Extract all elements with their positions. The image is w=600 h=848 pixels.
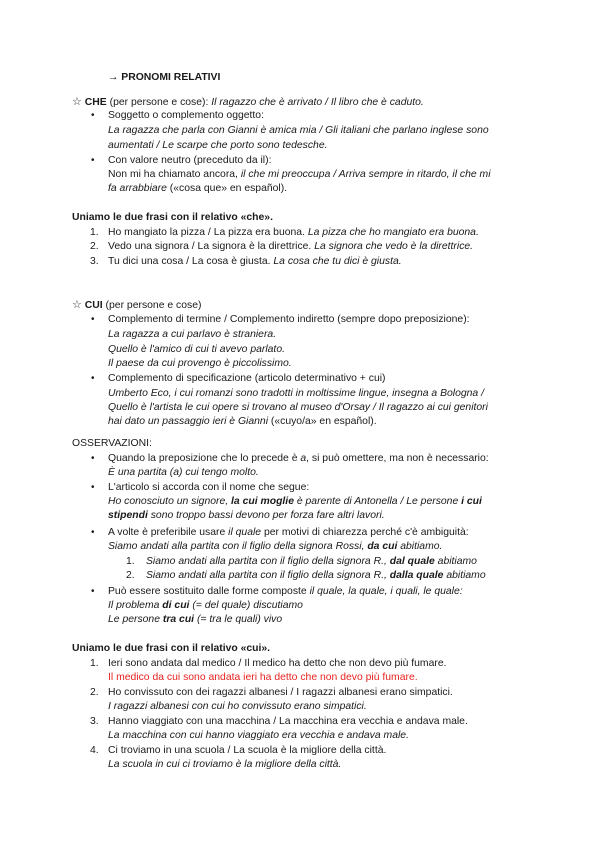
answer: La cosa che tu dici è giusta. xyxy=(273,256,402,267)
exercise-2-question: Ieri sono andata dal medico / Il medico ha detto che non devo più fumare. xyxy=(108,658,447,669)
exercise-1-item xyxy=(108,226,479,240)
text: Tu dici una cosa / La cosa è giusta. xyxy=(108,256,274,267)
che-heading: CHE xyxy=(84,97,107,108)
answer: La pizza che ho mangiato era buona. xyxy=(307,227,479,238)
exercise-2-question: Ho convissuto con dei ragazzi albanesi / I ragazzi albanesi erano simpatici. xyxy=(108,687,453,698)
observation-2-example xyxy=(108,509,385,523)
che-bullet-2-example xyxy=(108,168,491,182)
cui-desc: (per persone e cose) xyxy=(102,300,202,311)
page-title: → PRONOMI RELATIVI xyxy=(108,72,221,83)
observation-2: L'articolo si accorda con il nome che segue: xyxy=(108,482,310,493)
cui-bullet-2-label: Complemento di specificazione (articolo determinativo + cui) xyxy=(108,373,386,384)
text: («cosa que» en español). xyxy=(166,183,288,194)
exercise-1-heading: Uniamo le due frasi con il relativo «che». xyxy=(72,212,273,223)
text: Siamo andati alla partita con il figlio della signora Rossi, xyxy=(108,541,368,552)
bullet-icon: • xyxy=(91,314,95,325)
text: Ho conosciuto un signore, xyxy=(108,496,232,507)
observation-2-example xyxy=(108,495,482,509)
list-number: 3. xyxy=(90,256,99,267)
exercise-2-question: Ci troviamo in una scuola / La scuola è la migliore della città. xyxy=(108,745,387,756)
cui-bullet-1-example: La ragazza a cui parlavo è straniera. xyxy=(108,329,277,340)
list-number: 1. xyxy=(126,556,135,567)
list-number: 2. xyxy=(90,241,99,252)
text: i cui xyxy=(461,496,482,507)
text: a xyxy=(300,453,307,464)
exercise-2-answer: La macchina con cui hanno viaggiato era vecchia e andava male. xyxy=(108,730,409,741)
cui-bullet-1-example: Quello è l'amico di cui ti avevo parlato. xyxy=(108,344,285,355)
observation-4 xyxy=(108,585,463,599)
observation-1 xyxy=(108,452,489,466)
text: Non mi ha chiamato ancora, xyxy=(108,169,241,180)
observation-3-sub xyxy=(146,569,486,583)
observation-4-example xyxy=(108,599,303,613)
list-number: 2. xyxy=(126,570,135,581)
list-number: 3. xyxy=(90,716,99,727)
text: Ho mangiato la pizza / La pizza era buona. xyxy=(108,227,308,238)
bullet-icon: • xyxy=(91,155,95,166)
che-bullet-1-label: Soggetto o complemento oggetto: xyxy=(108,110,264,121)
cui-bullet-2-example xyxy=(108,415,377,429)
list-number: 1. xyxy=(90,658,99,669)
text: Può essere sostituito dalle forme composte xyxy=(108,586,310,597)
exercise-2-answer: La scuola in cui ci troviamo è la migliore della città. xyxy=(108,759,342,770)
che-bullet-1-example: aumentati / Le scarpe che porto sono tedesche. xyxy=(108,140,328,151)
cui-bullet-1-label: Complemento di termine / Complemento indiretto (sempre dopo preposizione): xyxy=(108,314,470,325)
bullet-icon: • xyxy=(91,373,95,384)
cui-bullet-1-example: Il paese da cui provengo è piccolissimo. xyxy=(108,358,292,369)
exercise-1-item xyxy=(108,240,473,254)
che-desc: (per persone e cose): xyxy=(106,97,212,108)
text: di cui xyxy=(162,600,190,611)
che-bullet-1-example: La ragazza che parla con Gianni è amica mia / Gli italiani che parlano inglese sono xyxy=(108,125,489,136)
text: abitiamo xyxy=(434,556,477,567)
che-bullet-2-label: Con valore neutro (preceduto da il): xyxy=(108,155,272,166)
star-icon: ☆ xyxy=(72,299,82,311)
exercise-2-answer: I ragazzi albanesi con cui ho convissuto erano simpatici. xyxy=(108,701,367,712)
observation-1-example: È una partita (a) cui tengo molto. xyxy=(108,467,259,478)
text: fa arrabbiare xyxy=(108,183,167,194)
text: da cui xyxy=(367,541,398,552)
text: il che mi preoccupa / Arriva sempre in ritardo, il che mi xyxy=(240,169,491,180)
cui-heading: CUI xyxy=(84,300,103,311)
text: A volte è preferibile usare xyxy=(108,527,229,538)
exercise-1-item xyxy=(108,255,402,269)
text: , si può omettere, ma non è necessario: xyxy=(306,453,489,464)
text: Siamo andati alla partita con il figlio della signora R., xyxy=(146,556,390,567)
text: per motivi di chiarezza perché c'è ambiguità: xyxy=(261,527,469,538)
bullet-icon: • xyxy=(91,586,95,597)
bullet-icon: • xyxy=(91,482,95,493)
bullet-icon: • xyxy=(91,453,95,464)
text: Quando la preposizione che lo precede è xyxy=(108,453,301,464)
text: la cui moglie xyxy=(231,496,294,507)
text: dalla quale xyxy=(389,570,444,581)
text: abitiamo. xyxy=(397,541,443,552)
cui-heading-line xyxy=(72,298,201,313)
list-number: 2. xyxy=(90,687,99,698)
text: Vedo una signora / La signora è la direttrice. xyxy=(108,241,315,252)
exercise-2-heading: Uniamo le due frasi con il relativo «cui». xyxy=(72,643,271,654)
text: abitiamo xyxy=(443,570,486,581)
star-icon: ☆ xyxy=(72,96,82,108)
bullet-icon: • xyxy=(91,110,95,121)
answer: La signora che vedo è la direttrice. xyxy=(314,241,474,252)
text: il quale xyxy=(228,527,262,538)
text: hai dato un passaggio ieri è Gianni xyxy=(108,416,269,427)
text: (= del quale) discutiamo xyxy=(189,600,303,611)
observation-3-example xyxy=(108,540,442,554)
observation-4-example xyxy=(108,613,282,627)
cui-bullet-2-example: Quello è l'artista le cui opere si trovano al museo d'Orsay / Il ragazzo ai cui genitori xyxy=(108,402,488,413)
observation-3-sub xyxy=(146,555,477,569)
text: stipendi xyxy=(108,510,148,521)
text: il quale, la quale, i quali, le quale: xyxy=(309,586,463,597)
che-bullet-2-example xyxy=(108,182,287,196)
text: tra cui xyxy=(162,614,195,625)
list-number: 1. xyxy=(90,227,99,238)
bullet-icon: • xyxy=(91,527,95,538)
observation-3 xyxy=(108,526,469,540)
cui-bullet-2-example: Umberto Eco, i cui romanzi sono tradotti in moltissime lingue, insegna a Bologna / xyxy=(108,388,484,399)
text: (= tra le quali) vivo xyxy=(194,614,283,625)
text: Siamo andati alla partita con il figlio della signora R., xyxy=(146,570,390,581)
observations-heading: OSSERVAZIONI: xyxy=(72,438,152,449)
list-number: 4. xyxy=(90,745,99,756)
text: Le persone xyxy=(108,614,163,625)
text: («cuyo/a» en español). xyxy=(268,416,377,427)
exercise-2-answer: Il medico da cui sono andata ieri ha detto che non devo più fumare. xyxy=(108,672,418,683)
text: Il problema xyxy=(108,600,163,611)
che-example: Il ragazzo che è arrivato / Il libro che è caduto. xyxy=(211,97,424,108)
text: dal quale xyxy=(389,556,435,567)
exercise-2-question: Hanno viaggiato con una macchina / La macchina era vecchia e andava male. xyxy=(108,716,468,727)
text: è parente di Antonella / Le persone xyxy=(293,496,462,507)
text: sono troppo bassi devono per forza fare altri lavori. xyxy=(147,510,385,521)
